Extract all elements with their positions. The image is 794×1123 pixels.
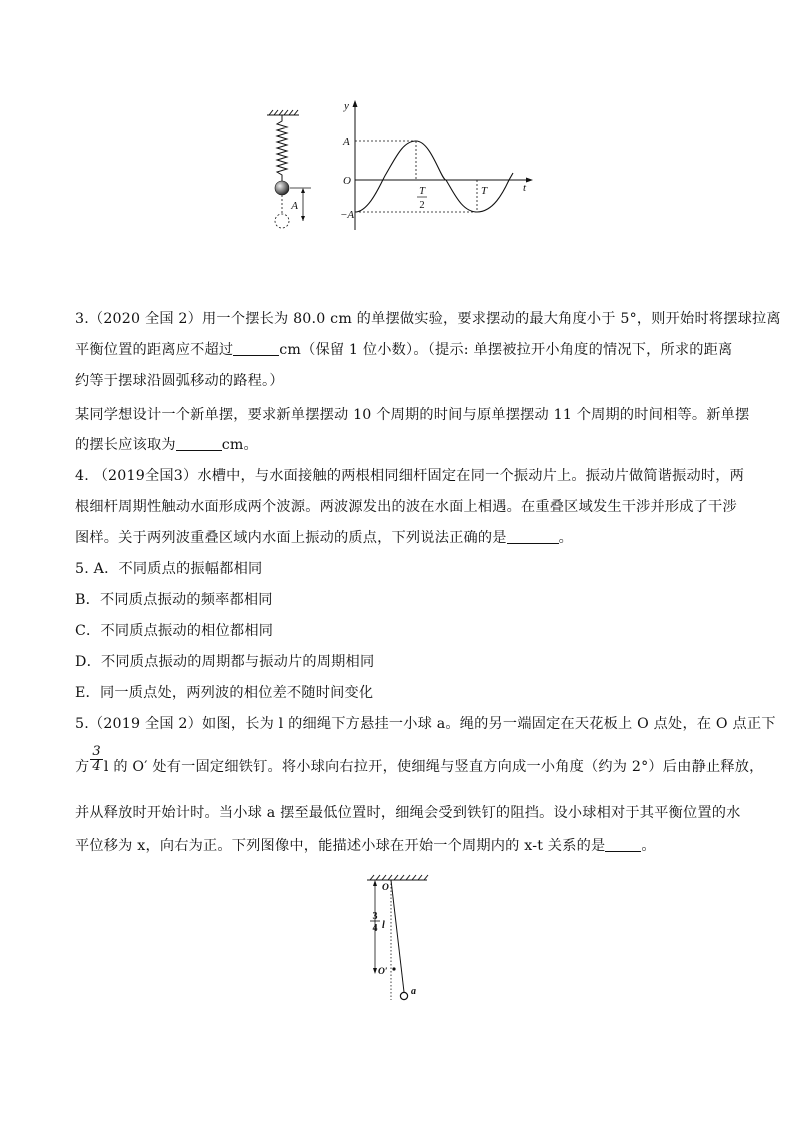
label-l: l <box>382 920 385 931</box>
q3-line5-post: cm。 <box>221 437 258 453</box>
label-T-half-den: 2 <box>419 200 425 211</box>
q5-blank[interactable] <box>605 837 641 852</box>
q3-line4: 某同学想设计一个新单摆，要求新单摆摆动 10 个周期的时间与原单摆摆动 11 个周期的时间相等。新单摆 <box>75 407 750 423</box>
q3-blank-1[interactable] <box>233 341 279 356</box>
t-axis-label: t <box>523 182 527 194</box>
q5-line1: 5.（2019 全国 2）如图，长为 l 的细绳下方悬挂一小球 a。绳的另一端固定在天花板上 O 点处，在 O 点正下 <box>75 716 776 732</box>
q5-frac-den: 4 <box>92 758 101 774</box>
q5-line2-pre: 方 <box>75 759 90 775</box>
q4-option-d[interactable]: D．不同质点振动的周期都与振动片的周期相同 <box>75 654 375 670</box>
label-Oprime: O′ <box>378 967 388 977</box>
label-negA: −A <box>340 209 355 221</box>
q4-line1: 4. （2019全国3）水槽中，与水面接触的两根相同细杆固定在同一个振动片上。振动片做简谐振动时，两 <box>75 468 745 484</box>
spring-amp-label: A <box>291 200 298 212</box>
q3-line5-pre: 的摆长应该取为 <box>75 437 176 453</box>
pendulum-string <box>391 880 404 992</box>
q5-line3: 并从释放时开始计时。当小球 a 摆至最低位置时，细绳会受到铁钉的阻挡。设小球相对于其平衡位置的水 <box>75 805 741 821</box>
q4-option-c[interactable]: C．不同质点振动的相位都相同 <box>75 623 274 639</box>
nail-point <box>392 967 395 970</box>
q5-line4-pre: 平位移为 x，向右为正。下列图像中，能描述小球在开始一个周期内的 x-t 关系的是 <box>75 838 606 854</box>
q3-line5 <box>75 435 258 455</box>
label-O: O <box>343 175 351 187</box>
spring-sine-figure <box>255 95 545 245</box>
q4-option-b[interactable]: B．不同质点振动的频率都相同 <box>75 592 273 608</box>
q3-line2-post: cm（保留 1 位小数）。（提示: 单摆被拉开小角度的情况下，所求的距离 <box>279 342 733 358</box>
q5-frac-num: 3 <box>92 743 101 759</box>
pendulum-ball <box>400 992 407 999</box>
q4-option-a[interactable]: 5. A．不同质点的振幅都相同 <box>75 561 263 577</box>
label-frac-den: 4 <box>372 923 378 934</box>
spring-ceiling <box>267 110 299 115</box>
q5-line2 <box>75 743 764 777</box>
q4-line3 <box>75 528 573 548</box>
label-T-half-num: T <box>419 186 425 197</box>
label-a: a <box>411 986 416 997</box>
sine-curve <box>355 141 513 212</box>
q3-line3: 约等于摆球沿圆弧移动的路程。） <box>75 373 284 389</box>
spring-coil <box>277 115 287 181</box>
label-T: T <box>480 185 488 197</box>
q4-line3-post: 。 <box>558 530 574 546</box>
q5-line4 <box>75 836 656 856</box>
q5-line2-post: l 的 O′ 处有一固定细铁钉。将小球向右拉开，使细绳与竖直方向成一小角度（约为 2°）后由静止释放， <box>103 759 764 775</box>
pendulum-svg <box>355 868 445 1008</box>
q4-blank[interactable] <box>507 529 559 544</box>
q3-line2 <box>75 340 732 360</box>
label-A: A <box>343 136 350 148</box>
q4-line2: 根细杆周期性触动水面形成两个波源。两波源发出的波在水面上相遇。在重叠区域发生干涉并形成了干涉 <box>75 499 737 515</box>
label-frac-num: 3 <box>372 911 378 922</box>
q4-option-e[interactable]: E．同一质点处，两列波的相位差不随时间变化 <box>75 685 374 701</box>
q5-line4-post: 。 <box>641 838 656 854</box>
spring-ball-ghost <box>275 214 289 228</box>
spring-sine-svg <box>255 95 545 245</box>
pendulum-figure <box>355 868 445 1008</box>
y-axis-label: y <box>344 100 349 112</box>
pendulum-ceiling <box>367 875 428 880</box>
q3-line2-pre: 平衡位置的距离应不超过 <box>75 342 234 358</box>
spring-ball <box>275 181 289 195</box>
q3-line1: 3.（2020 全国 2）用一个摆长为 80.0 cm 的单摆做实验，要求摆动的最大角度小于 5°，则开始时将摆球拉离 <box>75 311 781 327</box>
q5-fraction <box>90 745 102 774</box>
q3-blank-2[interactable] <box>176 436 222 451</box>
label-O: O <box>382 883 389 893</box>
q4-line3-pre: 图样。关于两列波重叠区域内水面上振动的质点，下列说法正确的是 <box>75 530 507 546</box>
